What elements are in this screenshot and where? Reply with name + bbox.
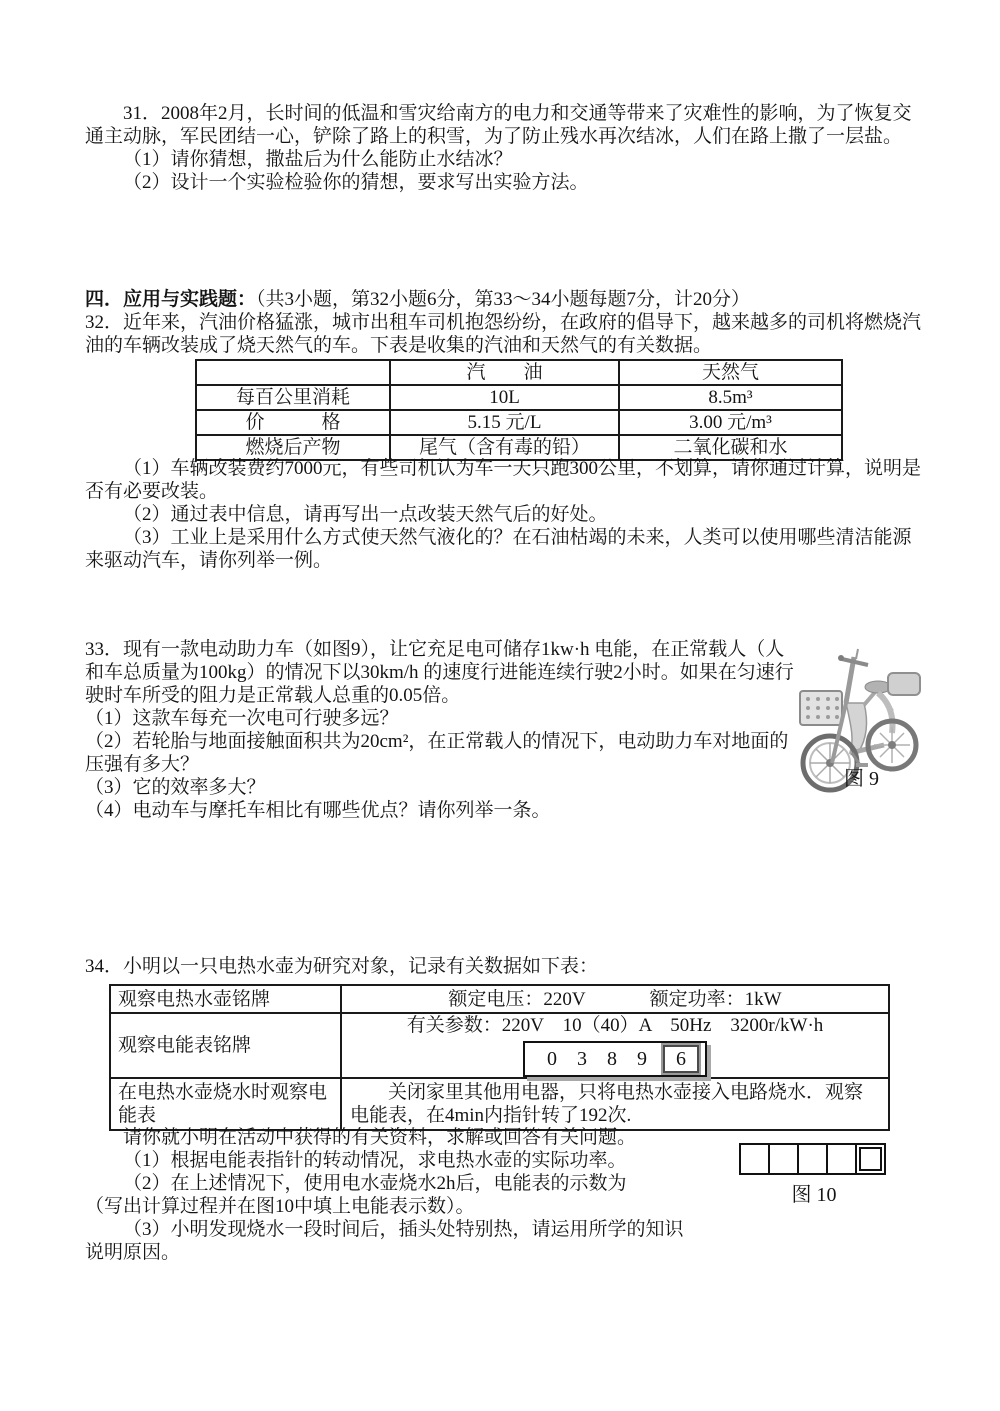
table-row [196, 385, 842, 410]
q32-sub1: （1）车辆改装费约7000元，有些司机认为车一天只跑300公里，不划算，请你通过计算，说明是否有必要改装。 [85, 458, 922, 502]
figure-10-boxes [739, 1143, 899, 1175]
gas-consumption: 8.5m³ [619, 385, 842, 410]
q34-sub1: （1）根据电能表指针的转动情况，求电热水壶的实际功率。 [123, 1150, 627, 1171]
q34-paragraph: 34．小明以一只电热水壶为研究对象，记录有关数据如下表： [85, 956, 599, 977]
kettle-observation-table [109, 984, 890, 1131]
header-blank-cell [196, 360, 390, 385]
rated-voltage: 额定电压：220V [448, 988, 586, 1010]
q33-sub1: （1）这款车每充一次电可行驶多远？ [85, 708, 399, 729]
question-33 [85, 638, 801, 822]
figure-9 [792, 645, 932, 800]
meter-nameplate-label: 观察电能表铭牌 [110, 1013, 341, 1078]
kettle-nameplate-values [341, 985, 889, 1013]
gasoline-price: 5.15 元/L [390, 410, 619, 435]
figure-10 [739, 1143, 899, 1207]
gasoline-product: 尾气（含有毒的铅） [390, 435, 619, 460]
q34-sub2-line1: （2）在上述情况下，使用电水壶烧水2h后，电能表的示数为 [123, 1173, 627, 1194]
question-32-intro [85, 311, 923, 357]
q32-paragraph: 32．近年来，汽油价格猛涨，城市出租车司机抱怨纷纷，在政府的倡导下，越来越多的司机将燃烧汽油的车辆改装成了烧天然气的车。下表是收集的汽油和天然气的有关数据。 [85, 312, 922, 356]
meter-nameplate-values [341, 1013, 889, 1078]
q33-paragraph: 33．现有一款电动助力车（如图9），让它充足电可储存1kw·h 电能，在正常载人（人和车总质量为100kg）的情况下以30km/h 的速度行进能连续行驶2小时。如果在匀速行驶时车所受的阻力是正常载人总重的0.05倍。 [85, 639, 794, 706]
q32-sub3: （3）工业上是采用什么方式使天然气液化的？在石油枯竭的未来，人类可以使用哪些清洁能源来驱动汽车，请你列举一例。 [85, 527, 912, 571]
q34-sub2-line2: （写出计算过程并在图10中填上电能表示数）。 [85, 1196, 475, 1217]
kettle-nameplate-label: 观察电热水壶铭牌 [110, 985, 341, 1013]
question-32-subs [85, 457, 923, 572]
meter-digit: 3 [577, 1048, 587, 1070]
question-31 [85, 102, 923, 194]
meter-digit: 9 [637, 1048, 647, 1070]
meter-blank-box [768, 1143, 799, 1175]
gas-product: 二氧化碳和水 [619, 435, 842, 460]
section-4-title: 四．应用与实践题： [85, 289, 257, 310]
meter-blank-box [826, 1143, 857, 1175]
figure-9-caption: 图 9 [844, 768, 879, 790]
meter-parameters: 有关参数：220V 10（40）A 50Hz 3200r/kW·h [406, 1015, 824, 1036]
meter-digit-decimal: 6 [663, 1045, 699, 1073]
q33-sub2: （2）若轮胎与地面接触面积共为20cm²，在正常载人的情况下，电动助力车对地面的压强有多大？ [85, 731, 789, 775]
table-row [110, 985, 889, 1013]
q34-sub3-line1: （3）小明发现烧水一段时间后，插头处特别热，请运用所学的知识 [123, 1219, 684, 1240]
section-4-info: （共3小题，第32小题6分，第33～34小题每题7分，计20分） [256, 289, 751, 310]
meter-blank-box [797, 1143, 828, 1175]
boiling-observation-label: 在电热水壶烧水时观察电能表 [110, 1078, 341, 1130]
q33-sub4: （4）电动车与摩托车相比有哪些优点？请你列举一条。 [85, 800, 551, 821]
table-row [110, 1013, 889, 1078]
q31-paragraph: 31．2008年2月，长时间的低温和雪灾给南方的电力和交通等带来了灾难性的影响，为了恢复交通主动脉，军民团结一心，铲除了路上的积雪，为了防止残水再次结冰，人们在路上撒了一层盐。 [85, 103, 912, 147]
q31-sub2: （2）设计一个实验检验你的猜想，要求写出实验方法。 [123, 172, 589, 193]
q34-lead: 请你就小明在活动中获得的有关资料，求解或回答有关问题。 [123, 1127, 637, 1148]
boiling-observation-desc: 关闭家里其他用电器，只将电热水壶接入电路烧水．观察电能表，在4min内指针转了192次. [341, 1078, 889, 1130]
row-label: 价 格 [196, 410, 390, 435]
q34-sub3-line2: 说明原因。 [85, 1242, 181, 1263]
meter-blank-box [739, 1143, 770, 1175]
gasoline-consumption: 10L [390, 385, 619, 410]
meter-blank-box-decimal [855, 1143, 886, 1175]
header-gas-cell: 天然气 [619, 360, 842, 385]
energy-meter-counter [523, 1041, 707, 1077]
q33-sub3: （3）它的效率多大？ [85, 777, 266, 798]
section-4-heading [85, 288, 985, 311]
figure-10-caption: 图 10 [791, 1184, 837, 1206]
table-row [196, 410, 842, 435]
header-gasoline-cell: 汽 油 [390, 360, 619, 385]
fuel-comparison-table [195, 359, 843, 461]
row-label: 每百公里消耗 [196, 385, 390, 410]
row-label: 燃烧后产物 [196, 435, 390, 460]
question-34-intro [85, 955, 923, 978]
table-row [110, 1078, 889, 1130]
meter-digit: 8 [607, 1048, 617, 1070]
q31-sub1: （1）请你猜想，撒盐后为什么能防止水结冰？ [123, 149, 513, 170]
table-row [196, 360, 842, 385]
rated-power: 额定功率：1kW [649, 988, 782, 1010]
gas-price: 3.00 元/m³ [619, 410, 842, 435]
q32-sub2: （2）通过表中信息，请再写出一点改装天然气后的好处。 [123, 504, 608, 525]
meter-digit: 0 [547, 1048, 557, 1070]
question-34-subs [85, 1126, 735, 1264]
